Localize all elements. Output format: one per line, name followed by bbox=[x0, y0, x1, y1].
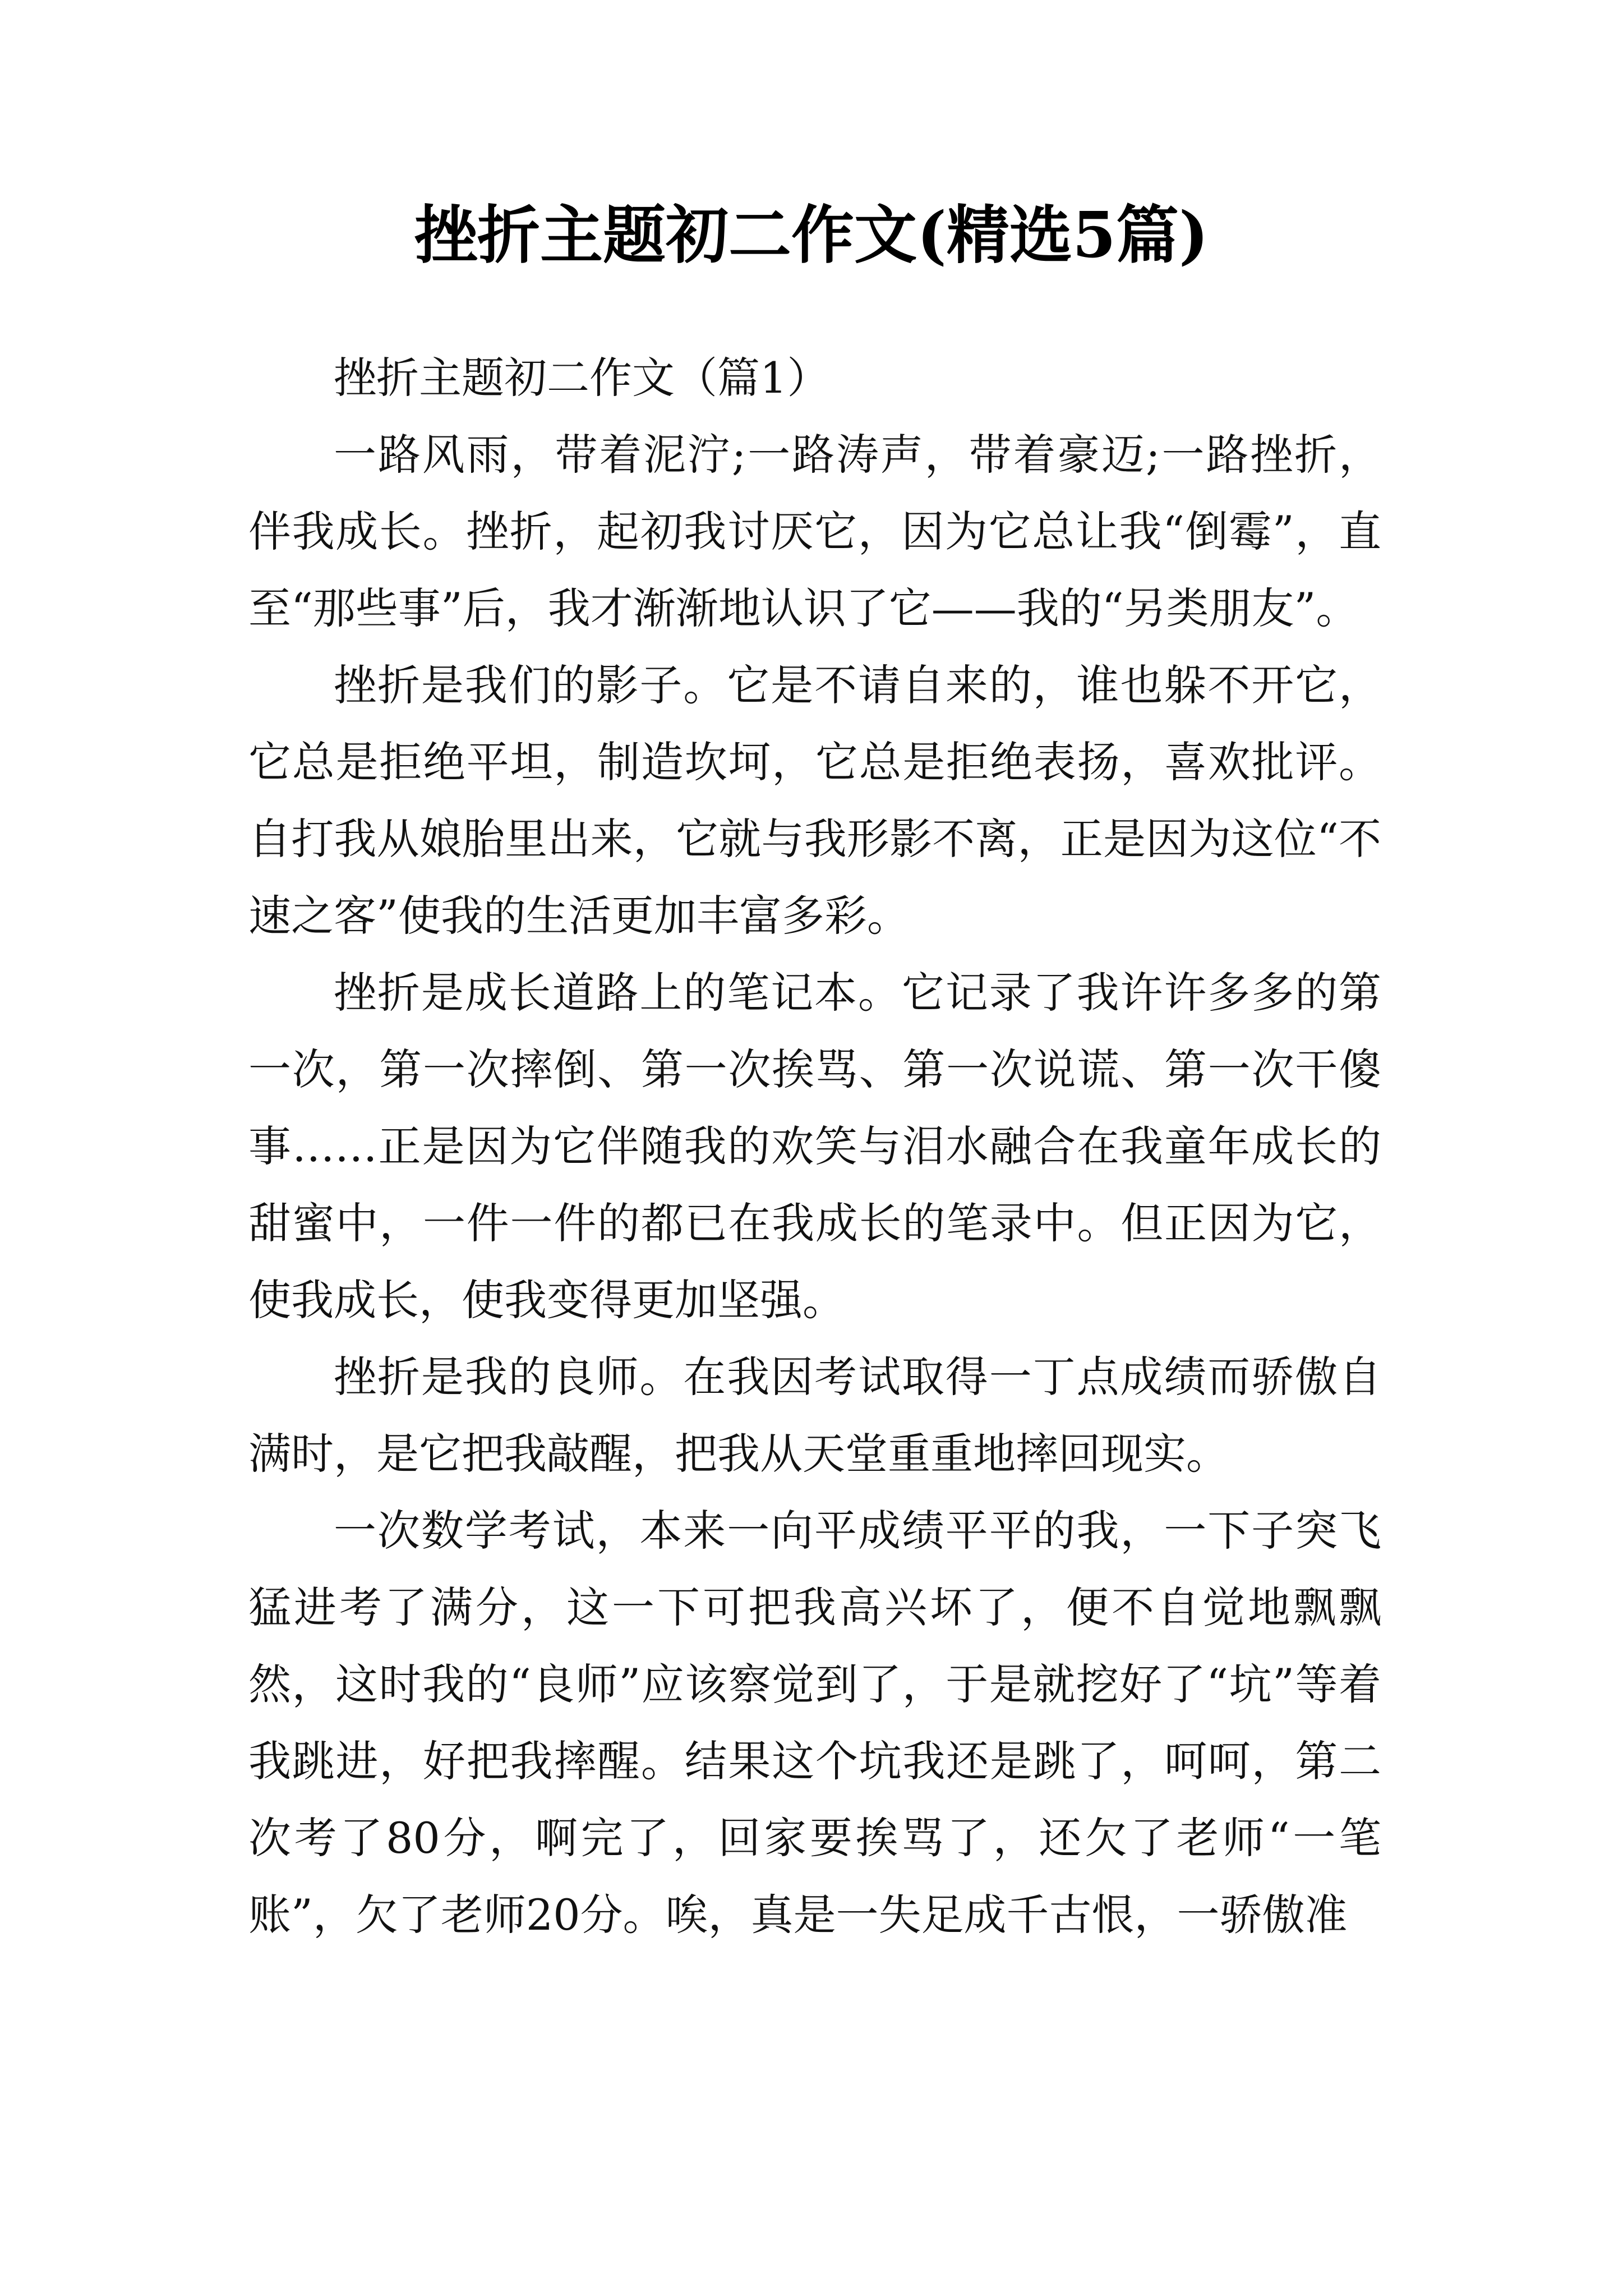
paragraph: 一次数学考试，本来一向平成绩平平的我，一下子突飞猛进考了满分，这一下可把我高兴坏了，便不自觉地飘飘然，这时我的“良师”应该察觉到了，于是就挖好了“坑”等着我跳进，好把我摔醒。结果这个坑我还是跳了，呵呵，第二次考了80分，啊完了，回家要挨骂了，还欠了老师“一笔账”，欠了老师20分。唉，真是一失足成千古恨，一骄傲准 bbox=[248, 1506, 1381, 1940]
paragraph: 一路风雨，带着泥泞;一路涛声，带着豪迈;一路挫折，伴我成长。挫折，起初我讨厌它，因为它总让我“倒霉”，直至“那些事”后，我才渐渐地认识了它——我的“另类朋友”。 bbox=[248, 430, 1381, 633]
paragraph: 挫折是成长道路上的笔记本。它记录了我许许多多的第一次，第一次摔倒、第一次挨骂、第一次说谎、第一次干傻事……正是因为它伴随我的欢笑与泪水融合在我童年成长的甜蜜中，一件一件的都已在我成长的笔录中。但正因为它，使我成长，使我变得更加坚强。 bbox=[248, 968, 1381, 1325]
document-title: 挫折主题初二作文(精选5篇) bbox=[414, 199, 1209, 272]
document-body bbox=[248, 339, 1381, 1953]
paragraph: 挫折是我的良师。在我因考试取得一丁点成绩而骄傲自满时，是它把我敲醒，把我从天堂重重地摔回现实。 bbox=[248, 1352, 1381, 1479]
paragraph: 挫折是我们的影子。它是不请自来的，谁也躲不开它，它总是拒绝平坦，制造坎坷，它总是拒绝表扬，喜欢批评。自打我从娘胎里出来，它就与我形影不离，正是因为这位“不速之客”使我的生活更加丰富多彩。 bbox=[248, 660, 1381, 941]
section-heading: 挫折主题初二作文（篇1） bbox=[334, 353, 830, 403]
